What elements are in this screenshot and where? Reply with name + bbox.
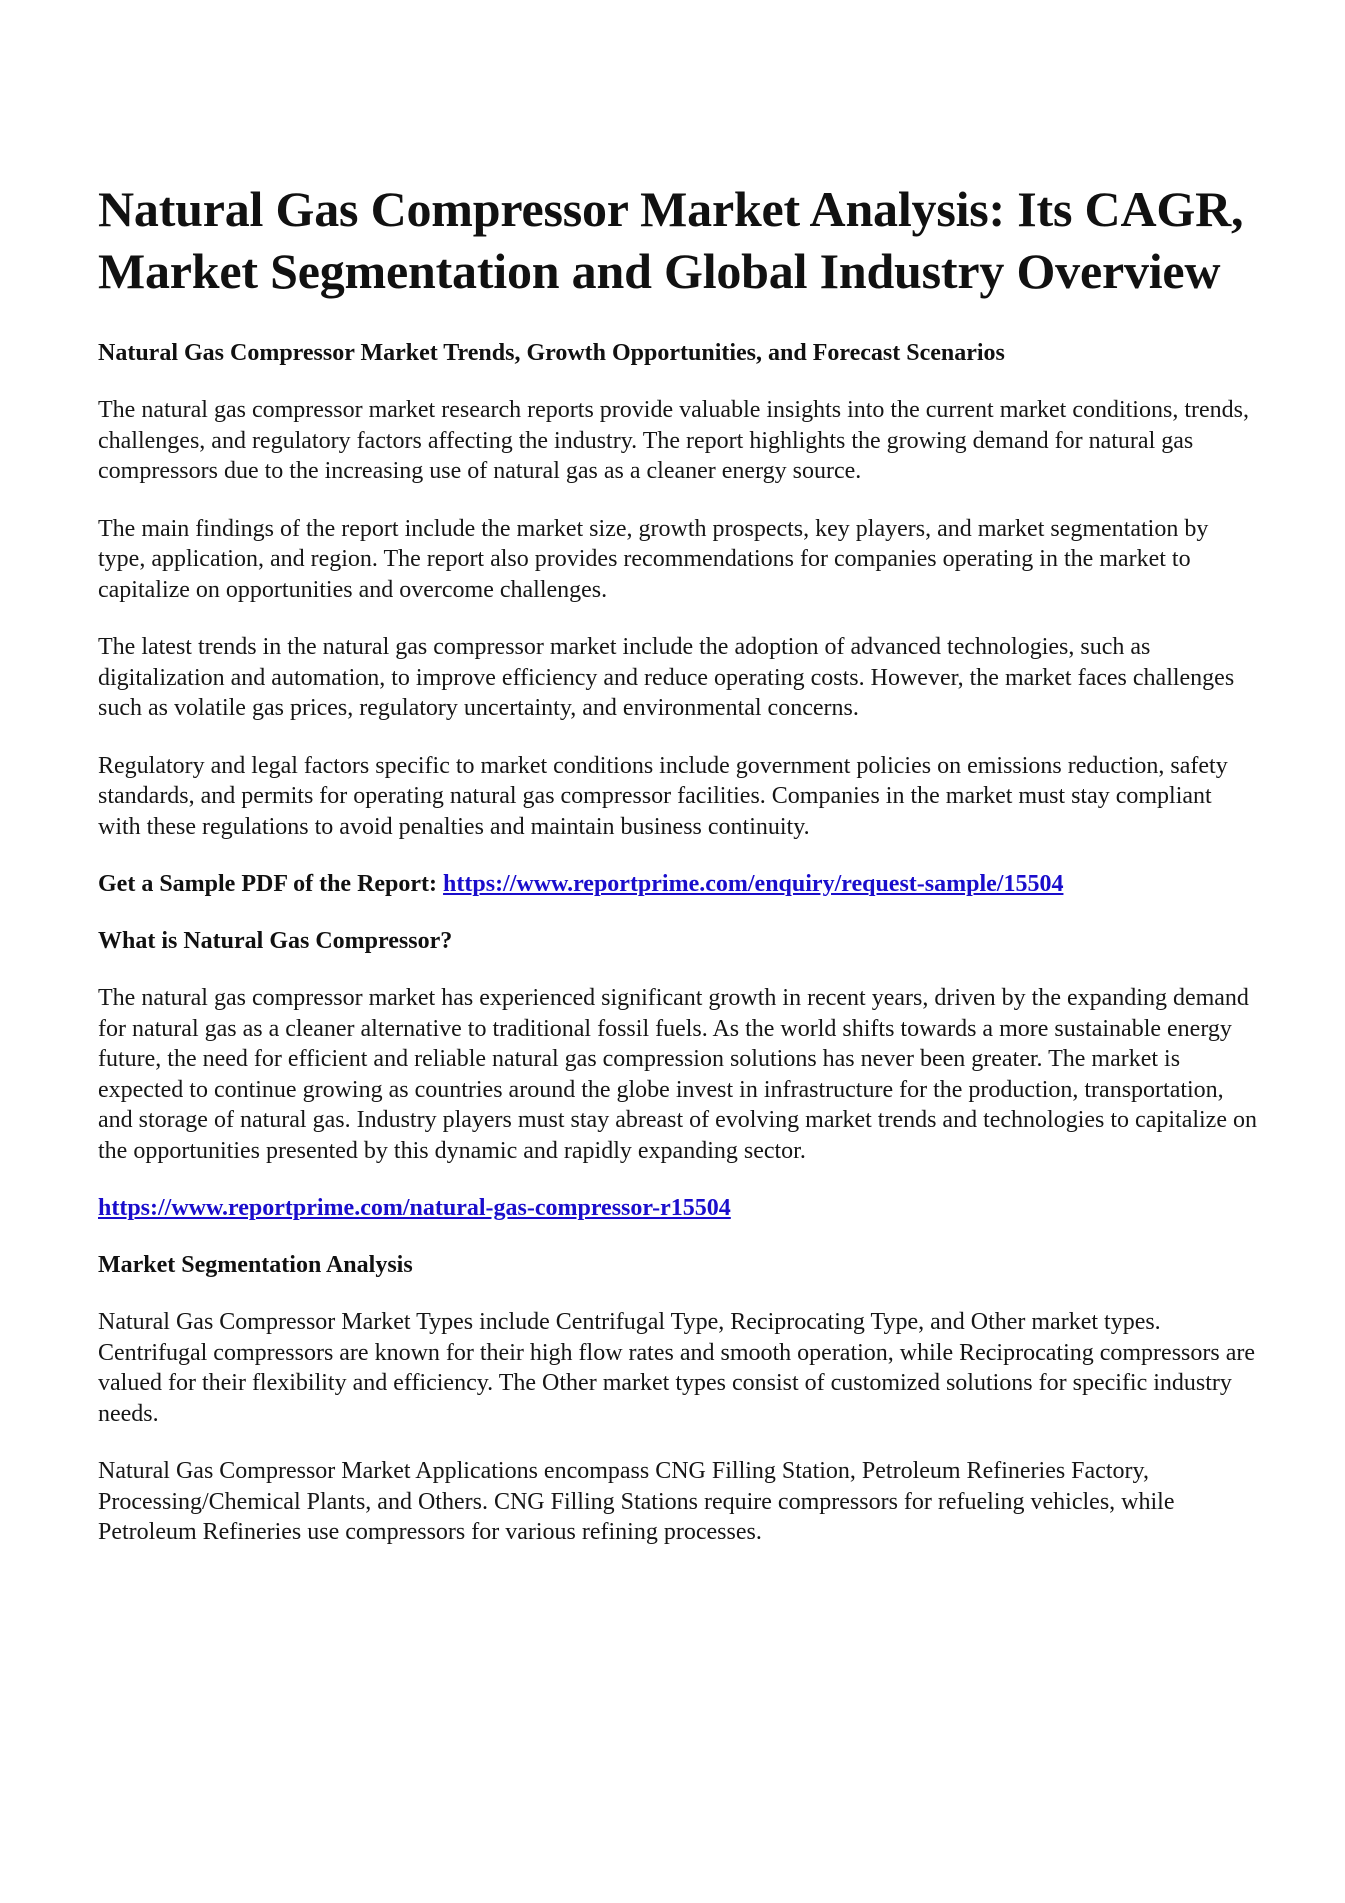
- section-heading-what-is: What is Natural Gas Compressor?: [98, 928, 453, 954]
- section-heading-segmentation: Market Segmentation Analysis: [98, 1252, 413, 1278]
- paragraph-main-findings: The main findings of the report include the market size, growth prospects, key players, and market segmentation by type, application, and region. The report also provides recommendations for companies operating in the market to capitalize on opportunities and overcome challenges.: [98, 515, 1209, 603]
- page-title: Natural Gas Compressor Market Analysis: Its CAGR, Market Segmentation and Global Industry Overview: [98, 181, 1244, 299]
- paragraph-what-is: The natural gas compressor market has experienced significant growth in recent years, driven by the expanding demand for natural gas as a cleaner alternative to traditional fossil fuels. As the world shifts towards a more sustainable energy future, the need for efficient and reliable natural gas compression solutions has never been greater. The market is expected to continue growing as countries around the globe invest in infrastructure for the production, transportation, and storage of natural gas. Industry players must stay abreast of evolving market trends and technologies to capitalize on the opportunities presented by this dynamic and rapidly expanding sector.: [98, 985, 1257, 1164]
- sample-pdf-line: [98, 869, 1258, 899]
- paragraph-latest-trends: The latest trends in the natural gas compressor market include the adoption of advanced technologies, such as digitalization and automation, to improve efficiency and reduce operating costs. However, the market faces challenges such as volatile gas prices, regulatory uncertainty, and environmental concerns.: [98, 634, 1235, 721]
- section-heading-trends: Natural Gas Compressor Market Trends, Growth Opportunities, and Forecast Scenarios: [98, 340, 1005, 366]
- paragraph-trends-intro: The natural gas compressor market research reports provide valuable insights into the current market conditions, trends, challenges, and regulatory factors affecting the industry. The report highlights the growing demand for natural gas compressors due to the increasing use of natural gas as a cleaner energy source.: [98, 397, 1249, 484]
- paragraph-regulatory: Regulatory and legal factors specific to market conditions include government policies on emissions reduction, safety standards, and permits for operating natural gas compressor facilities. Companies in the market must stay compliant with these regulations to avoid penalties and maintain business continuity.: [98, 752, 1228, 840]
- report-link-line: [98, 1193, 1258, 1223]
- sample-pdf-link[interactable]: https://www.reportprime.com/enquiry/request-sample/15504: [443, 871, 1064, 897]
- document-page: [98, 178, 1258, 1575]
- report-page-link[interactable]: https://www.reportprime.com/natural-gas-compressor-r15504: [98, 1195, 731, 1221]
- paragraph-market-applications: Natural Gas Compressor Market Applications encompass CNG Filling Station, Petroleum Refineries Factory, Processing/Chemical Plants, and Others. CNG Filling Stations require compressors for refueling vehicles, while Petroleum Refineries use compressors for various refining processes.: [98, 1458, 1175, 1545]
- sample-pdf-label: Get a Sample PDF of the Report:: [98, 871, 444, 897]
- paragraph-market-types: Natural Gas Compressor Market Types include Centrifugal Type, Reciprocating Type, and Other market types. Centrifugal compressors are known for their high flow rates and smooth operation, while Reciprocating compressors are valued for their flexibility and efficiency. The Other market types consist of customized solutions for specific industry needs.: [98, 1309, 1256, 1427]
